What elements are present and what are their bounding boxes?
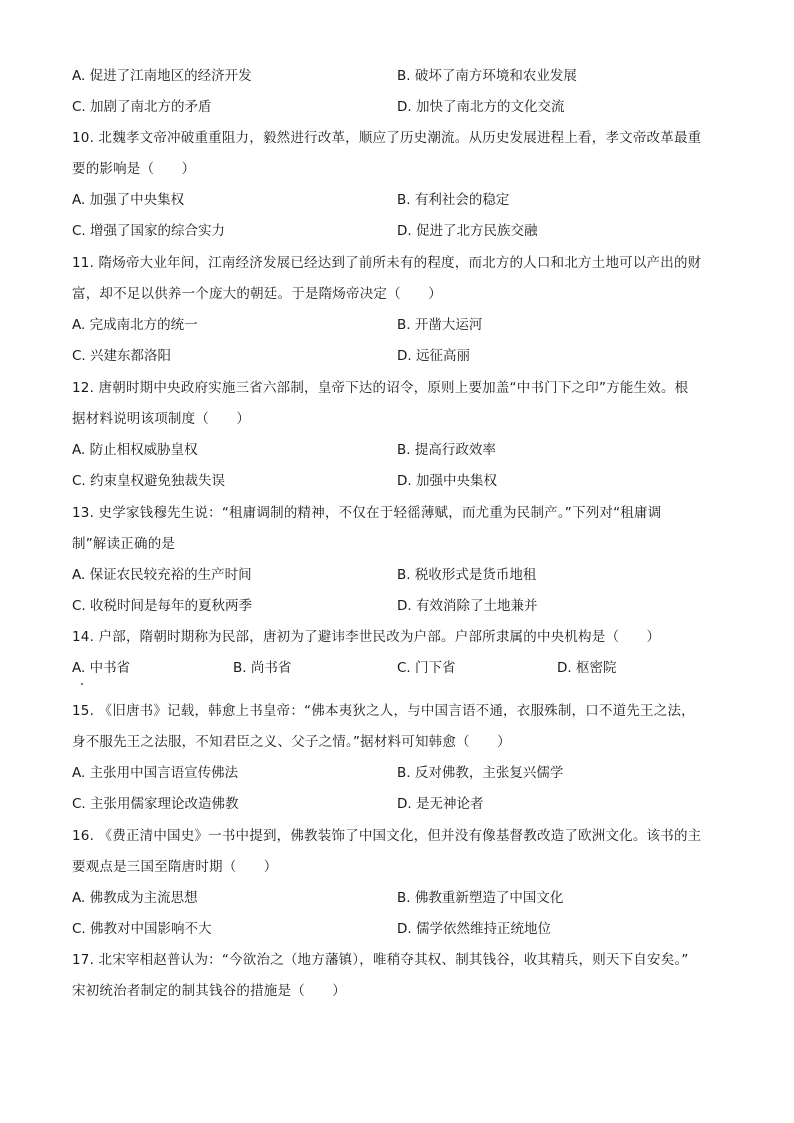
q9-option-a: A. 促进了江南地区的经济开发: [72, 68, 252, 84]
stray-mark: [81, 683, 83, 685]
q11-stem-line-2: 富，却不足以供养一个庞大的朝廷。于是隋炀帝决定（ ）: [72, 286, 442, 302]
q12-option-a: A. 防止相权威胁皇权: [72, 442, 198, 458]
q15-option-a: A. 主张用中国言语宣传佛法: [72, 765, 239, 781]
q10-option-a: A. 加强了中央集权: [72, 192, 185, 208]
q16-option-d: D. 儒学依然维持正统地位: [397, 921, 551, 937]
q16-stem-line-2: 要观点是三国至隋唐时期（ ）: [72, 859, 278, 875]
q13-stem-line-2: 制”解读正确的是: [72, 536, 176, 552]
q15-option-b: B. 反对佛教，主张复兴儒学: [397, 765, 564, 781]
q9-option-d: D. 加快了南北方的文化交流: [397, 99, 565, 115]
q10-stem-line-1: 10. 北魏孝文帝冲破重重阻力，毅然进行改革，顺应了历史潮流。从历史发展进程上看，孝文帝改革最重: [72, 130, 702, 146]
q13-option-d: D. 有效消除了土地兼并: [397, 598, 538, 614]
q16-option-b: B. 佛教重新塑造了中国文化: [397, 890, 564, 906]
q10-option-b: B. 有利社会的稳定: [397, 192, 510, 208]
q11-option-b: B. 开凿大运河: [397, 317, 483, 333]
q11-option-a: A. 完成南北方的统一: [72, 317, 198, 333]
q13-stem-line-1: 13. 史学家钱穆先生说：“租庸调制的精神，不仅在于轻徭薄赋，而尤重为民制产。”下列对“租庸调: [72, 505, 662, 521]
q14-option-c: C. 门下省: [397, 660, 456, 676]
q16-stem-line-1: 16. 《费正清中国史》一书中提到，佛教装饰了中国文化，但并没有像基督教改造了欧洲文化。该书的主: [72, 828, 702, 844]
q15-option-d: D. 是无神论者: [397, 796, 484, 812]
q17-stem-line-2: 宋初统治者制定的制其钱谷的措施是（ ）: [72, 983, 346, 999]
q13-option-c: C. 收税时间是每年的夏秋两季: [72, 598, 253, 614]
q12-stem-line-1: 12. 唐朝时期中央政府实施三省六部制，皇帝下达的诏令，原则上要加盖“中书门下之印”方能生效。根: [72, 380, 689, 396]
q16-option-c: C. 佛教对中国影响不大: [72, 921, 212, 937]
q11-option-c: C. 兴建东都洛阳: [72, 348, 172, 364]
q15-stem-line-2: 身不服先王之法服，不知君臣之义、父子之情。”据材料可知韩愈（ ）: [72, 734, 511, 750]
q16-option-a: A. 佛教成为主流思想: [72, 890, 198, 906]
q14-stem-line-1: 14. 户部，隋朝时期称为民部，唐初为了避讳李世民改为户部。户部所隶属的中央机构是（ ）: [72, 629, 661, 645]
q13-option-a: A. 保证农民较充裕的生产时间: [72, 567, 252, 583]
q15-option-c: C. 主张用儒家理论改造佛教: [72, 796, 239, 812]
q9-option-b: B. 破坏了南方环境和农业发展: [397, 68, 577, 84]
q12-option-b: B. 提高行政效率: [397, 442, 496, 458]
q15-stem-line-1: 15. 《旧唐书》记载，韩愈上书皇帝：“佛本夷狄之人，与中国言语不通，衣服殊制，口不道先王之法，: [72, 703, 695, 719]
q10-option-d: D. 促进了北方民族交融: [397, 223, 538, 239]
q9-option-c: C. 加剧了南北方的矛盾: [72, 99, 212, 115]
q12-option-c: C. 约束皇权避免独裁失误: [72, 473, 226, 489]
q12-option-d: D. 加强中央集权: [397, 473, 497, 489]
q14-option-b: B. 尚书省: [233, 660, 292, 676]
q11-stem-line-1: 11. 隋炀帝大业年间，江南经济发展已经达到了前所未有的程度，而北方的人口和北方土地可以产出的财: [72, 255, 702, 271]
q11-option-d: D. 远征高丽: [397, 348, 470, 364]
q13-option-b: B. 税收形式是货币地租: [397, 567, 537, 583]
q17-stem-line-1: 17. 北宋宰相赵普认为：“今欲治之（地方藩镇），唯稍夺其权、制其钱谷，收其精兵，则天下自安矣。”: [72, 952, 689, 968]
q12-stem-line-2: 据材料说明该项制度（ ）: [72, 411, 251, 427]
q14-option-d: D. 枢密院: [557, 660, 617, 676]
q10-option-c: C. 增强了国家的综合实力: [72, 223, 226, 239]
q14-option-a: A. 中书省: [72, 660, 131, 676]
q10-stem-line-2: 要的影响是（ ）: [72, 161, 196, 177]
